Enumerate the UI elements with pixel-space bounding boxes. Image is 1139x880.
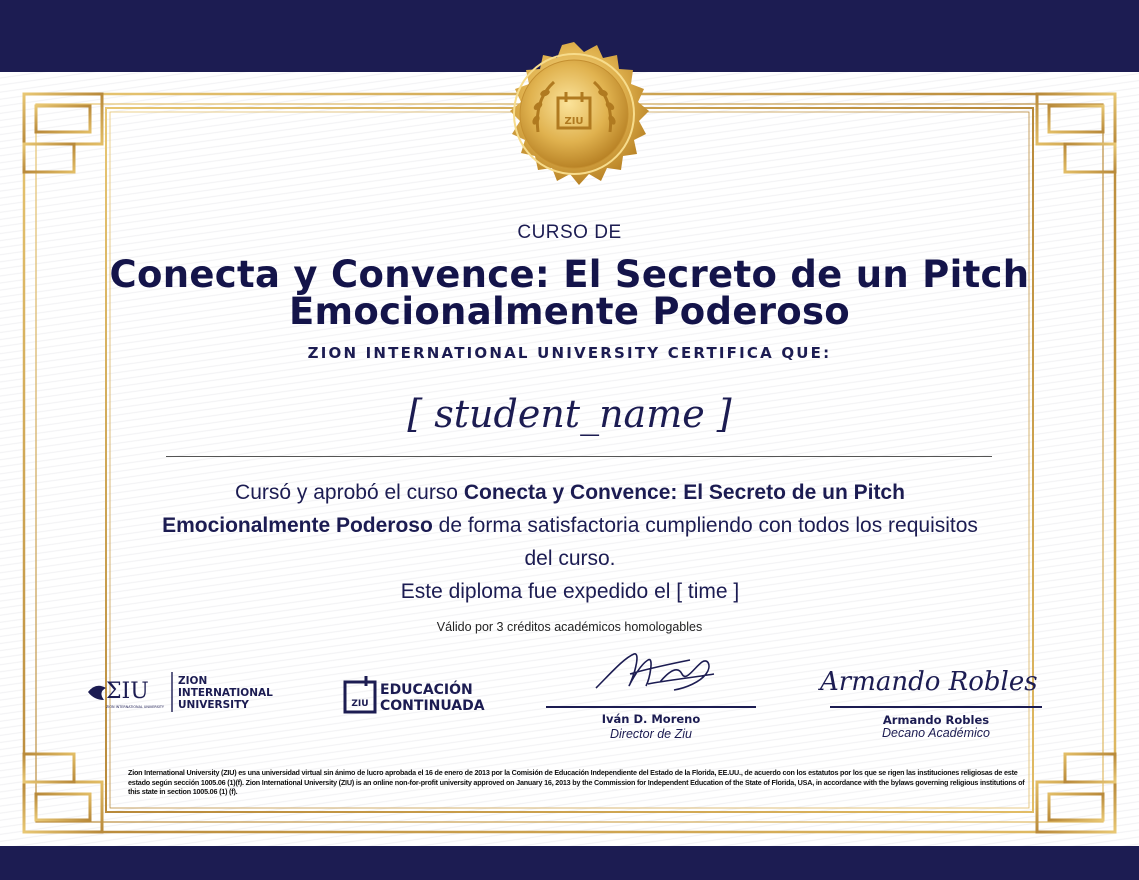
signature-role-director: Director de Ziu xyxy=(610,727,692,741)
signature-name-director: Iván D. Moreno xyxy=(601,712,701,726)
edu-badge: ZIU xyxy=(351,699,369,709)
course-prefix: CURSO DE xyxy=(517,222,622,243)
ziu-mark: ΣIU xyxy=(106,679,149,704)
signature-dean-script: Armando Robles xyxy=(820,667,1038,697)
signature-line-director xyxy=(546,706,756,708)
student-name-underline xyxy=(166,456,992,457)
student-name: [ student_name ] xyxy=(407,392,732,436)
body-text-part1: Cursó y aprobó el curso xyxy=(235,481,464,504)
signature-role-dean: Decano Académico xyxy=(882,726,990,740)
body-course-title: Conecta y Convence: El Secreto de un Pitch Emocionalmente Poderoso xyxy=(162,481,905,537)
ziu-line1: ZION xyxy=(178,675,208,687)
issued-prefix: Este diploma fue expedido el xyxy=(400,580,677,603)
edu-line2: CONTINUADA xyxy=(380,698,485,714)
ziu-tagline: ZION INTERNATIONAL UNIVERSITY xyxy=(106,705,164,709)
credits-note: Válido por 3 créditos académicos homologables xyxy=(436,620,703,634)
gold-seal xyxy=(486,40,662,216)
signature-name-dean: Armando Robles xyxy=(882,713,990,727)
body-text-part2: de forma satisfactoria cumpliendo con todos los requisitos del curso. xyxy=(432,514,978,570)
issued-time: [ time ] xyxy=(676,580,740,603)
ziu-swoosh-icon xyxy=(88,686,106,700)
course-title: Conecta y Convence: El Secreto de un Pitch Emocionalmente Poderoso xyxy=(109,253,1030,333)
ziu-logo xyxy=(84,668,294,716)
edu-line1: EDUCACIÓN xyxy=(380,682,473,698)
ziu-line3: UNIVERSITY xyxy=(178,699,249,711)
certificate-body xyxy=(160,476,980,608)
legal-disclaimer: Zion International University (ZIU) es una universidad virtual sin ánimo de lucro aprobada el 16 de enero de 2013 por la Comisión de Educación Independiente del Estado de la Florida, EE.UU., de acuerdo con los estatutos por los que se rigen las instituciones religiosas de este estado según sección 1005.06 (1)(f). Zion International University (ZIU) is an online non-for-profit university approved on January 16, 2013 by the Commission for Independent Education of the State of Florida, USA, in accordance with the bylaws governing religious institutions of this state in section 1005.06 (1) (f). xyxy=(128,768,1025,796)
educacion-continuada-logo xyxy=(342,676,502,716)
signature-line-dean xyxy=(830,706,1042,708)
ziu-line2: INTERNATIONAL xyxy=(178,687,273,699)
certifies-line: ZION INTERNATIONAL UNIVERSITY CERTIFICA QUE: xyxy=(307,344,832,362)
seal-label: ZIU xyxy=(564,116,584,127)
signature-dean xyxy=(812,658,1072,702)
signature-director xyxy=(590,644,720,700)
